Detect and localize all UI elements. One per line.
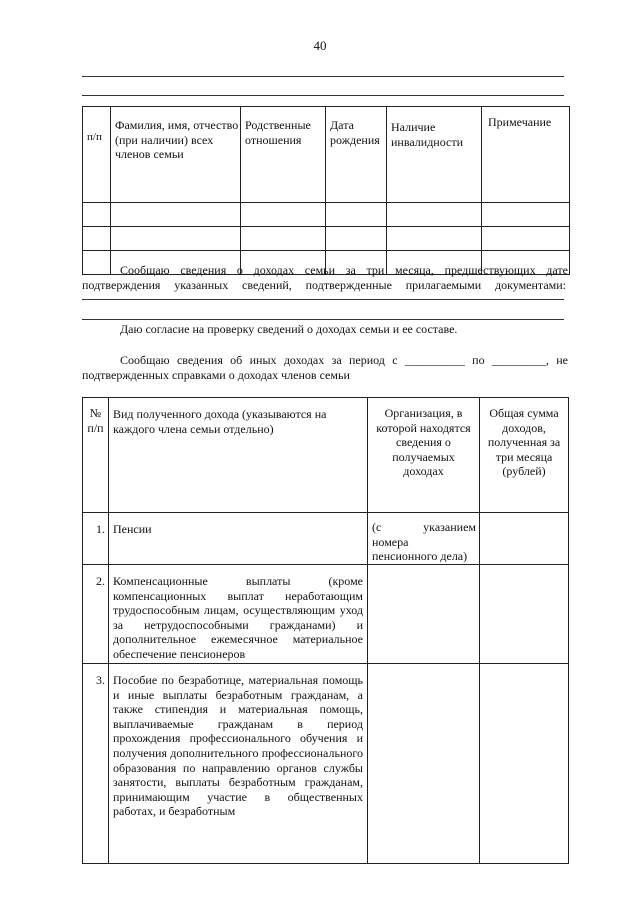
sum-cell[interactable] xyxy=(480,664,569,864)
table-row xyxy=(83,227,570,251)
income-type-cell: Компенсационные выплаты (кроме компенсационных выплат неработающим трудоспособным лицам, осуществляющим уход за нетрудоспособными гражданами) и дополнительное ежемесячное материальное обеспечение пенсионеров xyxy=(109,565,368,664)
col-header-number: п/п xyxy=(83,107,111,203)
income-type-cell: Пенсии xyxy=(109,513,368,565)
table-row xyxy=(83,664,569,864)
row-number: 2. xyxy=(83,565,109,664)
consent-statement: Даю согласие на проверку сведений о доходах семьи и ее составе. xyxy=(120,322,458,336)
table-header-row xyxy=(83,398,569,513)
sum-cell[interactable] xyxy=(480,565,569,664)
other-income-table xyxy=(82,397,569,864)
page-number: 40 xyxy=(313,38,327,53)
row-number: 3. xyxy=(83,664,109,864)
income-statement-line2: подтверждения указанных сведений, подтвержденные прилагаемыми документами: xyxy=(82,278,566,292)
blank-line xyxy=(82,299,564,300)
blank-line xyxy=(82,319,564,320)
income-type-cell: Пособие по безработице, материальная помощь и иные выплаты безработным гражданам, а также стипендия и материальная помощь, выплачиваемые гражданам в период прохождения профессионального обучения и получения дополнительного профессионального образования по направлению органов службы занятости, выплаты безработным гражданам, принимающим участие в общественных работах, и безработным xyxy=(109,664,368,864)
other-income-line2: подтвержденных справками о доходах членов семьи xyxy=(82,368,350,382)
row-number: 1. xyxy=(83,513,109,565)
col-header-relationship: Родственные отношения xyxy=(241,107,326,203)
organization-cell[interactable]: (с указанием номера пенсионного дела) xyxy=(368,513,480,565)
col-header-disability: Наличие инвалидности xyxy=(387,107,482,203)
family-members-table xyxy=(82,106,570,275)
table-row xyxy=(83,203,570,227)
other-income-line1: Сообщаю сведения об иных доходах за период с __________ по _________, не xyxy=(120,353,568,367)
col-header-total-sum: Общая сумма доходов, полученная за три месяца (рублей) xyxy=(480,398,569,513)
table-row xyxy=(83,565,569,664)
col-header-number: № п/п xyxy=(83,398,109,513)
organization-cell[interactable] xyxy=(368,664,480,864)
blank-line xyxy=(82,95,564,96)
col-header-full-name: Фамилия, имя, отчество (при наличии) всех членов семьи xyxy=(111,107,241,203)
table-header-row xyxy=(83,107,570,203)
table-row xyxy=(83,513,569,565)
sum-cell[interactable] xyxy=(480,513,569,565)
col-header-note: Примечание xyxy=(482,107,570,203)
col-header-organization: Организация, в которой находятся сведения о получаемых доходах xyxy=(368,398,480,513)
col-header-income-type: Вид полученного дохода (указываются на каждого члена семьи отдельно) xyxy=(109,398,368,513)
col-header-birth-date: Дата рождения xyxy=(326,107,387,203)
income-statement-line1: Сообщаю сведения о доходах семьи за три месяца, предшествующих дате xyxy=(120,263,568,277)
organization-cell[interactable] xyxy=(368,565,480,664)
blank-line xyxy=(82,76,564,77)
